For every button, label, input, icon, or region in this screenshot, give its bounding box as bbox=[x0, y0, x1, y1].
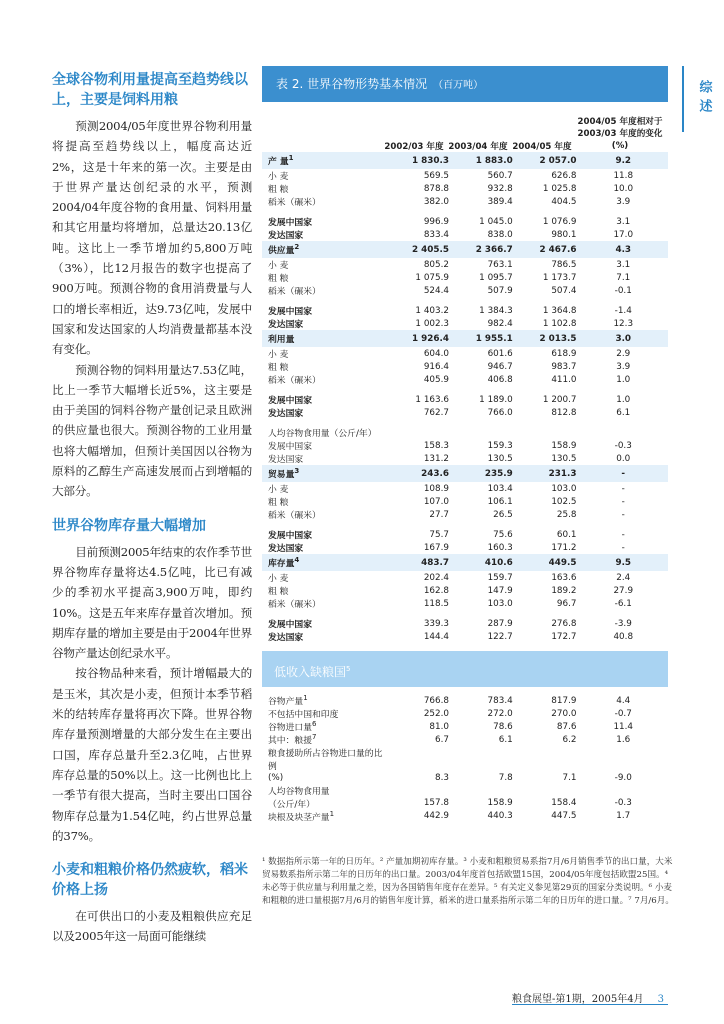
cell-change: -1.4 bbox=[614, 305, 632, 316]
cell-change: 17.0 bbox=[613, 229, 634, 240]
table-row bbox=[262, 784, 668, 797]
row-label: 粗 粮 bbox=[268, 587, 289, 597]
table-title-bar bbox=[262, 66, 668, 102]
row-label: 人均谷物食用量（公斤/年） bbox=[268, 429, 377, 439]
cell-change: -0.1 bbox=[614, 285, 632, 296]
footnote-mark: 2 bbox=[294, 243, 300, 252]
row-label: 粗 粮 bbox=[268, 274, 289, 284]
cell-value: 103.0 bbox=[551, 483, 577, 494]
cell-value: 980.1 bbox=[551, 229, 577, 240]
table-row bbox=[262, 195, 668, 208]
cell-value: 189.2 bbox=[551, 585, 577, 596]
row-label: 发达国家 bbox=[268, 544, 304, 554]
cell-value: 75.6 bbox=[493, 529, 513, 540]
row-label: 产 量$^1$ bbox=[262, 152, 387, 169]
cell-value: 833.4 bbox=[423, 229, 449, 240]
table-row bbox=[262, 694, 668, 707]
cell-value: 507.4 bbox=[551, 285, 577, 296]
row-label: 其中：粮援$^7$ bbox=[268, 733, 317, 746]
row-label: 小 麦 bbox=[268, 574, 289, 584]
section-side-tab bbox=[682, 66, 724, 132]
row-label: 发达国家 bbox=[268, 633, 304, 643]
cell-value: 1 002.3 bbox=[415, 318, 449, 329]
table-row bbox=[262, 772, 668, 784]
row-label: 粗 粮 bbox=[268, 498, 289, 508]
table-row bbox=[262, 182, 668, 195]
cell-change: -0.3 bbox=[614, 798, 632, 809]
page-number: 3 bbox=[657, 994, 664, 1005]
cell-value: 410.6 bbox=[451, 554, 515, 571]
row-label: 稻米（碾米） bbox=[268, 287, 321, 297]
cell-change: 3.0 bbox=[579, 330, 669, 347]
cell-value: 96.7 bbox=[556, 598, 577, 609]
cell-value: 996.9 bbox=[423, 216, 449, 227]
cell-value: 26.5 bbox=[493, 509, 513, 520]
cell-value: 130.5 bbox=[551, 453, 577, 464]
publication-name: 粮食展望-第1期，2005年4月 bbox=[512, 994, 644, 1005]
cell-value: 763.1 bbox=[487, 259, 513, 270]
cell-change: 9.2 bbox=[579, 152, 669, 169]
table-row bbox=[262, 541, 668, 554]
left-column bbox=[52, 70, 252, 947]
cell-value: 27.7 bbox=[429, 509, 449, 520]
cell-value: 1 102.8 bbox=[542, 318, 577, 329]
cell-change: 1.7 bbox=[616, 811, 631, 822]
row-label: 发展中国家 bbox=[268, 531, 312, 541]
cell-value: 122.7 bbox=[487, 631, 513, 642]
table-row bbox=[262, 528, 668, 541]
table-row bbox=[262, 597, 668, 610]
table-row bbox=[262, 797, 668, 810]
row-label: 稻米（碾米） bbox=[268, 600, 321, 610]
section-title-prices: 小麦和粗粮价格仍然疲软，稻米价格上扬 bbox=[52, 862, 248, 899]
cell-value: 2 057.0 bbox=[515, 152, 579, 169]
cell-value bbox=[515, 784, 579, 797]
column-header: 2004/05 年度 bbox=[512, 142, 572, 152]
cell-change: - bbox=[621, 529, 625, 540]
cell-change: 9.5 bbox=[579, 554, 669, 571]
row-label: 发展中国家 bbox=[268, 442, 312, 452]
cell-value: 144.4 bbox=[423, 631, 449, 642]
cell-change: 2.4 bbox=[616, 572, 631, 583]
spacer-row bbox=[262, 386, 668, 393]
cell-value: 1 025.8 bbox=[542, 183, 577, 194]
column-header: 2002/03 年度 bbox=[384, 142, 444, 152]
cell-change: -0.7 bbox=[614, 708, 632, 719]
cell-value: 160.3 bbox=[487, 542, 513, 553]
table-row bbox=[262, 733, 668, 746]
table-row bbox=[262, 810, 668, 823]
cell-value: 107.0 bbox=[423, 496, 449, 507]
cell-value: 1 189.0 bbox=[479, 394, 513, 405]
paragraph: 在可供出口的小麦及粗粮供应充足以及2005年这一局面可能继续 bbox=[52, 909, 252, 944]
cell-value: 932.8 bbox=[487, 183, 513, 194]
side-tab-label: 综述 bbox=[696, 80, 712, 118]
cell-value: 560.7 bbox=[487, 170, 513, 181]
spacer-row bbox=[262, 521, 668, 528]
cell-value: 1 173.7 bbox=[542, 272, 577, 283]
cell-value: 569.5 bbox=[423, 170, 449, 181]
cell-value bbox=[387, 784, 451, 797]
spacer-row bbox=[262, 687, 668, 694]
cell-value: 287.9 bbox=[487, 618, 513, 629]
cell-value: 405.9 bbox=[423, 374, 449, 385]
footnote-mark: 4 bbox=[294, 556, 300, 565]
cell-value: 7.1 bbox=[562, 772, 577, 783]
footnote-mark: 7 bbox=[312, 733, 317, 742]
cell-value: 171.2 bbox=[551, 542, 577, 553]
cell-value: 618.9 bbox=[551, 348, 577, 359]
cell-value: 1 926.4 bbox=[387, 330, 451, 347]
cell-value: 158.3 bbox=[423, 440, 449, 451]
row-label: 发展中国家 bbox=[268, 307, 312, 317]
table-panel bbox=[262, 66, 668, 823]
cell-change: 2.9 bbox=[616, 348, 631, 359]
cell-value: 766.0 bbox=[487, 407, 513, 418]
paragraph: 按谷物品种来看，预计增幅最大的是玉米，其次是小麦，但预计本季节稻米的结转库存量将再次下降。世界谷物库存量预测增量的大部分发生在主要出口国，库存总量升至2.3亿吨，占世界库存总量的50%以上。这一比例也比上一季节有很大提高，当时主要出口国谷物库存总量为1.54亿吨，约占世界总量的37%。 bbox=[52, 666, 252, 843]
table-row bbox=[262, 465, 668, 482]
cell-value: 157.8 bbox=[423, 798, 449, 809]
cell-value: 2 366.7 bbox=[451, 241, 515, 258]
cell-value bbox=[387, 746, 451, 772]
spacer-row bbox=[262, 297, 668, 304]
cell-value: 601.6 bbox=[487, 348, 513, 359]
row-label: 贸易量$^3$ bbox=[262, 465, 387, 482]
table-row bbox=[262, 584, 668, 597]
cell-value bbox=[515, 746, 579, 772]
cell-value: 483.7 bbox=[387, 554, 451, 571]
table-row bbox=[262, 258, 668, 271]
lowinc-table bbox=[262, 687, 668, 823]
row-label: 小 麦 bbox=[268, 261, 289, 271]
row-label: 利用量 bbox=[262, 330, 387, 347]
cell-value: 982.4 bbox=[487, 318, 513, 329]
cell-value: 440.3 bbox=[487, 811, 513, 822]
table-row bbox=[262, 373, 668, 386]
column-headers bbox=[262, 108, 668, 152]
cell-value: 766.8 bbox=[423, 695, 449, 706]
cell-value: 172.7 bbox=[551, 631, 577, 642]
footnote-mark: 1 bbox=[288, 154, 294, 163]
row-label: 发达国家 bbox=[268, 455, 304, 465]
cell-change: -0.3 bbox=[614, 440, 632, 451]
table-row bbox=[262, 271, 668, 284]
cell-value: 158.4 bbox=[551, 798, 577, 809]
table-title: 表 2. 世界谷物形势基本情况 bbox=[276, 77, 428, 91]
table-row bbox=[262, 152, 668, 169]
cell-value: 1 830.3 bbox=[387, 152, 451, 169]
cell-value: 25.8 bbox=[556, 509, 577, 520]
table-row bbox=[262, 169, 668, 182]
row-label: 库存量$^4$ bbox=[262, 554, 387, 571]
cell-value: 411.0 bbox=[551, 374, 577, 385]
cell-value: 442.9 bbox=[423, 811, 449, 822]
table-row bbox=[262, 452, 668, 465]
cell-change: 40.8 bbox=[613, 631, 634, 642]
cell-value: 159.3 bbox=[487, 440, 513, 451]
table-row bbox=[262, 439, 668, 452]
table-row bbox=[262, 347, 668, 360]
cell-value: 8.3 bbox=[435, 772, 449, 783]
section-title-stocks: 世界谷物库存量大幅增加 bbox=[52, 517, 206, 534]
cell-value: 447.5 bbox=[551, 811, 577, 822]
paragraph: 预测2004/05年度世界谷物利用量将提高至趋势线以上，幅度高达近2%，这是十年来的第一次。主要是由于世界产量达创纪录的水平，预测2004/04年度谷物的食用量、饲料用量和其它用量均将增加，总量达20.13亿吨。这比上一季节增加约5,800万吨（3%），比12月报告的数字也提高了900万吨。预测谷物的食用消费量与人口的增长率相近，达9.73亿吨，发展中国家和发达国家的人均消费量都基本没有变化。 bbox=[52, 119, 252, 357]
row-label: 发达国家 bbox=[268, 320, 304, 330]
cell-change bbox=[578, 746, 668, 772]
row-label: 供应量$^2$ bbox=[262, 241, 387, 258]
cell-change: -6.1 bbox=[614, 598, 632, 609]
lowinc-footnote-mark: 5 bbox=[346, 665, 351, 673]
cell-value bbox=[451, 784, 515, 797]
row-label: 粗 粮 bbox=[268, 363, 289, 373]
cell-change: 6.1 bbox=[616, 407, 631, 418]
table-row bbox=[262, 304, 668, 317]
cell-value: 339.3 bbox=[423, 618, 449, 629]
row-label: 不包括中国和印度 bbox=[268, 710, 339, 720]
cell-value: 103.0 bbox=[487, 598, 513, 609]
cell-value: 108.9 bbox=[423, 483, 449, 494]
cell-value: 805.2 bbox=[423, 259, 449, 270]
cell-change: 1.0 bbox=[616, 394, 631, 405]
cell-change: 3.9 bbox=[616, 196, 631, 207]
table-row bbox=[262, 228, 668, 241]
cell-value: 382.0 bbox=[423, 196, 449, 207]
cell-value: 2 405.5 bbox=[387, 241, 451, 258]
row-label: (%) bbox=[268, 772, 284, 783]
row-label: 谷物进口量$^6$ bbox=[268, 720, 317, 733]
cell-value: 1 200.7 bbox=[542, 394, 577, 405]
cell-change: 0.0 bbox=[616, 453, 631, 464]
footnote-mark: 6 bbox=[312, 720, 317, 729]
row-label: 发达国家 bbox=[268, 409, 304, 419]
cell-value: 389.4 bbox=[487, 196, 513, 207]
cell-value: 235.9 bbox=[451, 465, 515, 482]
cell-value: 7.8 bbox=[498, 772, 513, 783]
cell-value: 983.7 bbox=[551, 361, 577, 372]
column-header: 2003/04 年度 bbox=[448, 142, 508, 152]
lowinc-title: 低收入缺粮国 bbox=[274, 665, 347, 679]
table-row bbox=[262, 393, 668, 406]
cell-change: 12.3 bbox=[613, 318, 634, 329]
table-row bbox=[262, 317, 668, 330]
cell-value bbox=[387, 426, 451, 439]
cell-value: 75.7 bbox=[429, 529, 449, 540]
table-row bbox=[262, 284, 668, 297]
cell-change: 4.3 bbox=[579, 241, 669, 258]
row-label: （公斤/年） bbox=[268, 799, 315, 810]
cell-value: 762.7 bbox=[423, 407, 449, 418]
table-row bbox=[262, 707, 668, 720]
cell-value: 524.4 bbox=[423, 285, 449, 296]
cell-change: - bbox=[621, 509, 625, 520]
cell-change: - bbox=[621, 542, 625, 553]
cell-change: 11.4 bbox=[613, 721, 634, 732]
cell-value: 163.6 bbox=[551, 572, 577, 583]
cell-value: 106.1 bbox=[487, 496, 513, 507]
cell-value: 1 045.0 bbox=[479, 216, 513, 227]
cell-change bbox=[578, 784, 668, 797]
table-row bbox=[262, 495, 668, 508]
row-label: 稻米（碾米） bbox=[268, 511, 321, 521]
cell-value: 1 883.0 bbox=[451, 152, 515, 169]
footnotes: ¹ 数据指所示第一年的日历年。² 产量加期初库存量。³ 小麦和粗粮贸易系指7月/6月销售季节的出口量，大米贸易数系指所示第二年的日历年的出口量。2003/04年度首包括欧盟15国，2004/05年度包括欧盟25国。⁴ 未必等于供应量与利用量之差，因为各国销售年度存在差异。⁵ 有关定义参见第29页的国家分类说明。⁶ 小麦和粗粮的进口量根据7月/6月的销售年度计算，稻米的进口量系指所示第二年的日历年的进口量。⁷ 7月/6月。 bbox=[262, 857, 674, 906]
cell-value: 1 075.9 bbox=[415, 272, 449, 283]
cell-value: 916.4 bbox=[423, 361, 449, 372]
row-label: 发展中国家 bbox=[268, 396, 312, 406]
table-row bbox=[262, 482, 668, 495]
cell-value: 231.3 bbox=[515, 465, 579, 482]
cell-value: 626.8 bbox=[551, 170, 577, 181]
cell-change: 1.6 bbox=[616, 734, 631, 745]
cell-value: 6.1 bbox=[498, 734, 513, 745]
cell-value: 1 403.2 bbox=[415, 305, 449, 316]
cell-value: 272.0 bbox=[487, 708, 513, 719]
cell-change: - bbox=[579, 465, 669, 482]
table-row bbox=[262, 406, 668, 419]
cell-change: 4.4 bbox=[616, 695, 631, 706]
cell-value: 783.4 bbox=[487, 695, 513, 706]
table-row bbox=[262, 215, 668, 228]
cell-change: - bbox=[621, 496, 625, 507]
cell-value: 812.8 bbox=[551, 407, 577, 418]
cell-value: 6.7 bbox=[435, 734, 449, 745]
row-label: 发展中国家 bbox=[268, 620, 312, 630]
row-label: 稻米（碾米） bbox=[268, 376, 321, 386]
cell-value: 158.9 bbox=[487, 798, 513, 809]
cell-value: 159.7 bbox=[487, 572, 513, 583]
paragraph: 目前预测2005年结束的农作季节世界谷物库存量将达4.5亿吨，比已有减少的季初水平提高3,900万吨，即约10%。这是五年来库存量首次增加。预期库存量的增加主要是由于2004年世界谷物产量达创纪录水平。 bbox=[52, 544, 253, 661]
row-label: 稻米（碾米） bbox=[268, 198, 321, 208]
cell-value: 147.9 bbox=[487, 585, 513, 596]
table-row bbox=[262, 746, 668, 772]
lowinc-title-bar bbox=[262, 651, 668, 687]
column-header: 2004/05 年度相对于 2003/03 年度的变化 (%) bbox=[577, 117, 663, 151]
table-row bbox=[262, 571, 668, 584]
footnote-mark: 1 bbox=[329, 809, 335, 818]
cell-value: 202.4 bbox=[423, 572, 449, 583]
section-title-utilization: 全球谷物利用量提高至趋势线以上，主要是饲料用粮 bbox=[52, 72, 248, 108]
cell-value bbox=[451, 426, 515, 439]
cell-value: 103.4 bbox=[487, 483, 513, 494]
cell-value: 167.9 bbox=[423, 542, 449, 553]
cell-change bbox=[579, 426, 669, 439]
cell-change: 1.0 bbox=[616, 374, 631, 385]
cell-value: 1 364.8 bbox=[542, 305, 577, 316]
row-label: 粮食援助所占谷物进口量的比例 bbox=[268, 749, 383, 772]
cell-value: 131.2 bbox=[423, 453, 449, 464]
cell-change: 7.1 bbox=[616, 272, 631, 283]
cell-value: 838.0 bbox=[487, 229, 513, 240]
row-label: 发达国家 bbox=[268, 231, 304, 241]
cell-change: 10.0 bbox=[613, 183, 634, 194]
row-label: 块根及块茎产量$^1$ bbox=[268, 809, 335, 823]
cell-value: 1 163.6 bbox=[415, 394, 449, 405]
cell-value: 404.5 bbox=[551, 196, 577, 207]
cell-change: -9.0 bbox=[614, 772, 632, 783]
cell-value: 118.5 bbox=[423, 598, 449, 609]
table-row bbox=[262, 508, 668, 521]
cell-change: 3.1 bbox=[616, 259, 631, 270]
cell-value: 2 467.6 bbox=[515, 241, 579, 258]
world-cereal-table bbox=[262, 152, 668, 643]
cell-value: 1 384.3 bbox=[479, 305, 513, 316]
row-label: 发展中国家 bbox=[268, 218, 312, 228]
table-row bbox=[262, 617, 668, 630]
paragraph: 预测谷物的饲料用量达7.53亿吨，比上一季节大幅增长近5%，这主要是由于美国的饲料谷物产量创记录且欧洲的供应量也很大。预测谷物的工业用量也将大幅增加，但预计美国因以谷物为原料的乙醇生产高速发展而占到增幅的大部分。 bbox=[52, 362, 252, 499]
page-footer bbox=[512, 990, 664, 1005]
cell-change: 3.9 bbox=[616, 361, 631, 372]
footer-rule bbox=[512, 1004, 668, 1005]
table-row bbox=[262, 630, 668, 643]
cell-value bbox=[515, 426, 579, 439]
cell-value: 252.0 bbox=[423, 708, 449, 719]
table-row bbox=[262, 554, 668, 571]
row-label: 小 麦 bbox=[268, 485, 289, 495]
cell-value: 130.5 bbox=[487, 453, 513, 464]
cell-value: 276.8 bbox=[551, 618, 577, 629]
cell-value: 6.2 bbox=[562, 734, 577, 745]
footnote-mark: 3 bbox=[294, 467, 300, 476]
cell-change: 27.9 bbox=[613, 585, 634, 596]
cell-change: - bbox=[621, 483, 625, 494]
cell-value: 507.9 bbox=[487, 285, 513, 296]
row-label: 粗 粮 bbox=[268, 185, 289, 195]
table-row bbox=[262, 426, 668, 439]
table-row bbox=[262, 720, 668, 733]
cell-value: 2 013.5 bbox=[515, 330, 579, 347]
spacer-row bbox=[262, 610, 668, 617]
cell-change: 11.8 bbox=[613, 170, 634, 181]
cell-value: 946.7 bbox=[487, 361, 513, 372]
cell-value: 1 955.1 bbox=[451, 330, 515, 347]
cell-value: 406.8 bbox=[487, 374, 513, 385]
cell-value: 243.6 bbox=[387, 465, 451, 482]
cell-value: 1 095.7 bbox=[479, 272, 513, 283]
footnote-mark: 1 bbox=[303, 694, 308, 703]
cell-value: 817.9 bbox=[551, 695, 577, 706]
row-label: 人均谷物食用量 bbox=[268, 786, 330, 797]
cell-value: 78.6 bbox=[493, 721, 513, 732]
cell-value: 604.0 bbox=[423, 348, 449, 359]
cell-value: 449.5 bbox=[515, 554, 579, 571]
row-label: 小 麦 bbox=[268, 172, 289, 182]
table-row bbox=[262, 241, 668, 258]
spacer-row bbox=[262, 208, 668, 215]
cell-value: 87.6 bbox=[556, 721, 577, 732]
cell-value: 158.9 bbox=[551, 440, 577, 451]
cell-value: 81.0 bbox=[429, 721, 449, 732]
cell-value: 60.1 bbox=[556, 529, 577, 540]
cell-value bbox=[451, 746, 515, 772]
table-unit: （百万吨） bbox=[433, 80, 484, 91]
row-label: 小 麦 bbox=[268, 350, 289, 360]
cell-value: 1 076.9 bbox=[542, 216, 577, 227]
spacer-row bbox=[262, 419, 668, 426]
cell-value: 786.5 bbox=[551, 259, 577, 270]
row-label: 谷物产量$^1$ bbox=[268, 694, 308, 707]
cell-change: -3.9 bbox=[614, 618, 632, 629]
table-row bbox=[262, 360, 668, 373]
cell-change: 3.1 bbox=[616, 216, 631, 227]
cell-value: 878.8 bbox=[423, 183, 449, 194]
table-row bbox=[262, 330, 668, 347]
cell-value: 270.0 bbox=[551, 708, 577, 719]
cell-value: 102.5 bbox=[551, 496, 577, 507]
cell-value: 162.8 bbox=[423, 585, 449, 596]
